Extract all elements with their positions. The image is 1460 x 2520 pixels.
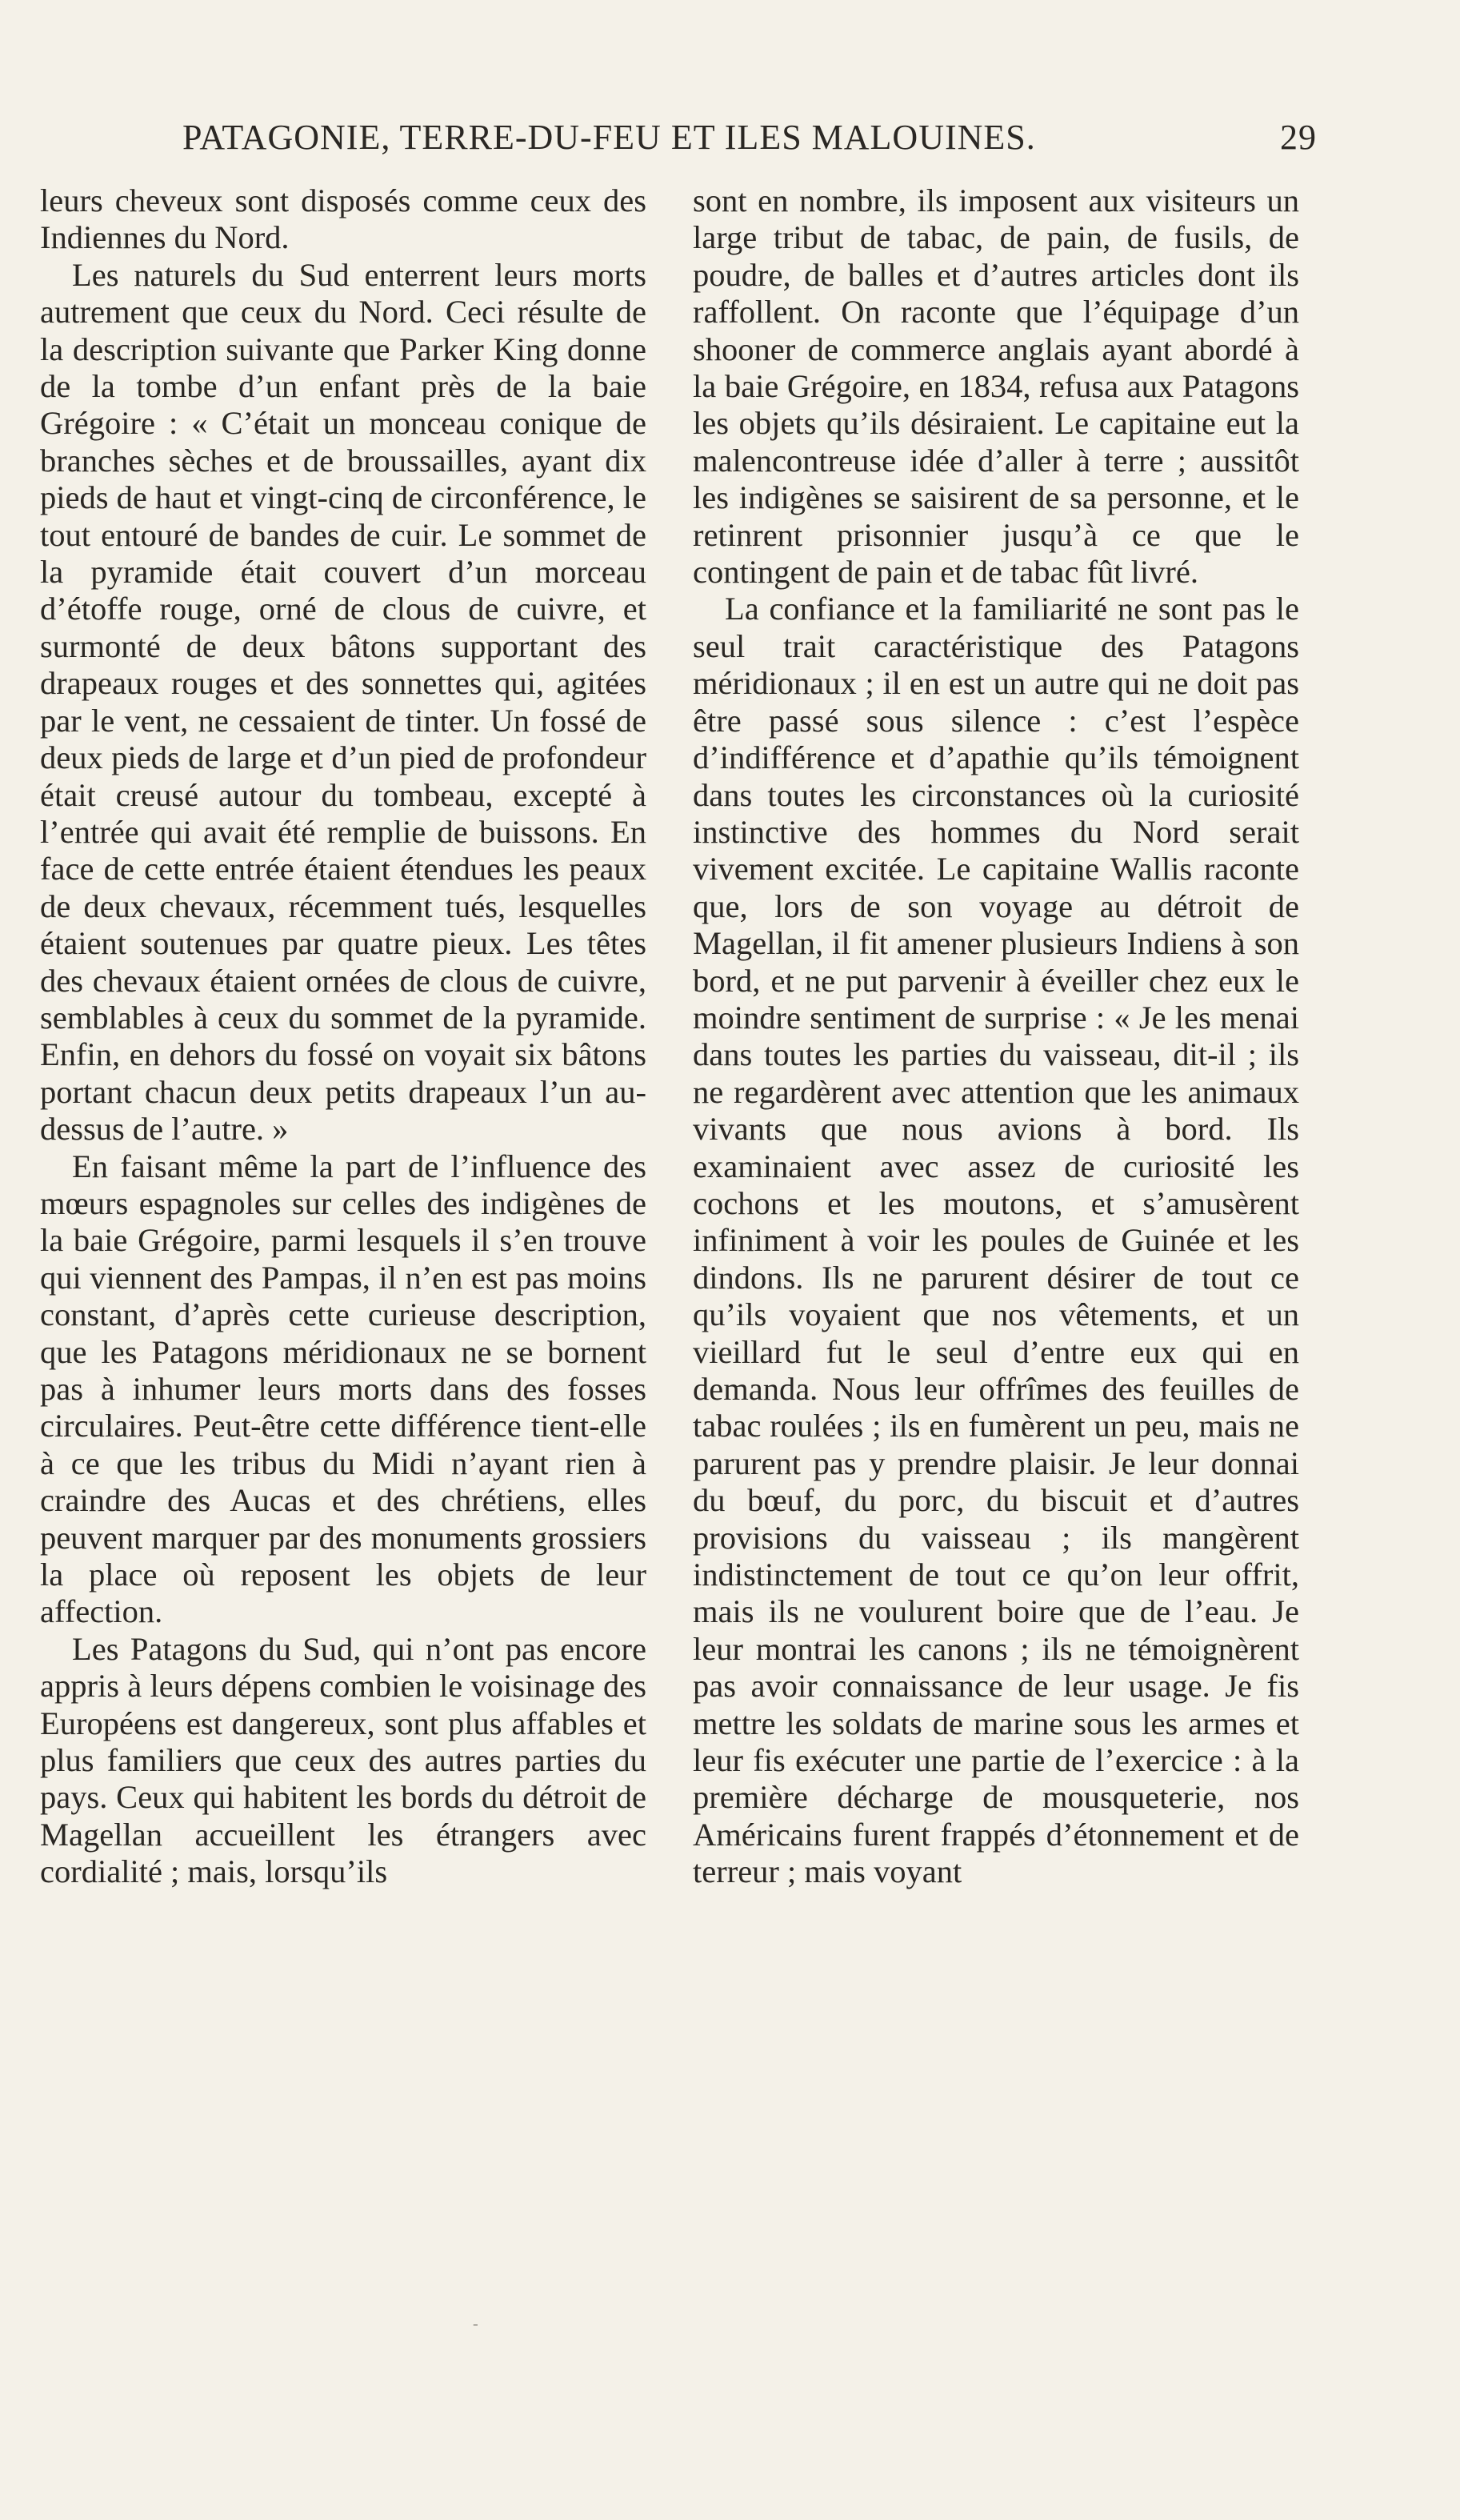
page-number: 29 — [1280, 118, 1317, 157]
paragraph: La confiance et la familiarité ne sont pas le seul trait caractéristique des Patagons méridionaux ; il en est un autre qui ne doit pas être passé sous silence : c’est l’espèce d’indifférence et d’apathie qu’ils témoignent dans toutes les circonstances où la curiosité instinctive des hommes du Nord serait vivement excitée. Le capitaine Wallis raconte que, lors de son voyage au détroit de Magellan, il fit amener plusieurs Indiens à son bord, et ne put parvenir à éveiller chez eux le moindre sentiment de surprise : « Je les menai dans toutes les parties du vaisseau, dit-il ; ils ne regardèrent avec attention que les animaux vivants que nous avions à bord. Ils examinaient avec assez de curiosité les cochons et les moutons, et s’amusèrent infiniment à voir les poules de Guinée et les dindons. Ils ne parurent désirer de tout ce qu’ils voyaient que nos vêtements, et un vieillard fut le seul d’entre eux qui en demanda. Nous leur offrîmes des feuilles de tabac roulées ; ils en fumèrent un peu, mais ne parurent pas y prendre plaisir. Je leur donnai du bœuf, du porc, du biscuit et d’autres provisions du vaisseau ; ils mangèrent indistinctement de tout ce qu’on leur offrit, mais ils ne voulurent boire que de l’eau. Je leur montrai les canons ; ils ne témoignèrent pas avoir connaissance de leur usage. Je fis mettre les soldats de marine sous les armes et leur fis exécuter une partie de l’exercice : à la première décharge de mousqueterie, nos Américains furent frappés d’étonnement et de terreur ; mais voyant — [693, 591, 1299, 1890]
paragraph: En faisant même la part de l’influence des mœurs espagnoles sur celles des indigènes de la baie Grégoire, parmi lesquels il s’en trouve qui viennent des Pampas, il n’en est pas moins constant, d’après cette curieuse description, que les Patagons méridionaux ne se bornent pas à inhumer leurs morts dans des fosses circulaires. Peut-être cette différence tient-elle à ce que les tribus du Midi n’ayant rien à craindre des Aucas et des chrétiens, elles peuvent marquer par des monuments grossiers la place où reposent les objets de leur affection. — [40, 1148, 646, 1630]
text-column-right — [693, 182, 1299, 1891]
running-title: PATAGONIE, TERRE-DU-FEU ET ILES MALOUINES. — [182, 118, 1036, 157]
paragraph: Les naturels du Sud enterrent leurs morts autrement que ceux du Nord. Ceci résulte de la description suivante que Parker King donne de la tombe d’un enfant près de la baie Grégoire : « C’était un monceau conique de branches sèches et de broussailles, ayant dix pieds de haut et vingt-cinq de circonférence, le tout entouré de bandes de cuir. Le sommet de la pyramide était couvert d’un morceau d’étoffe rouge, orné de clous de cuivre, et surmonté de deux bâtons supportant des drapeaux rouges et des sonnettes qui, agitées par le vent, ne cessaient de tinter. Un fossé de deux pieds de large et d’un pied de profondeur était creusé autour du tombeau, excepté à l’entrée qui avait été remplie de buissons. En face de cette entrée étaient étendues les peaux de deux chevaux, récemment tués, lesquelles étaient soutenues par quatre pieux. Les têtes des chevaux étaient ornées de clous de cuivre, semblables à ceux du sommet de la pyramide. Enfin, en dehors du fossé on voyait six bâtons portant chacun deux petits drapeaux l’un au-dessus de l’autre. » — [40, 256, 646, 1148]
paragraph: sont en nombre, ils imposent aux visiteurs un large tribut de tabac, de pain, de fusils, de poudre, de balles et d’autres articles dont ils raffollent. On raconte que l’équipage d’un shooner de commerce anglais ayant abordé à la baie Grégoire, en 1834, refusa aux Patagons les objets qu’ils désiraient. Le capitaine eut la malencontreuse idée d’aller à terre ; aussitôt les indigènes se saisirent de sa personne, et le retinrent prisonnier jusqu’à ce que le contingent de pain et de tabac fût livré. — [693, 182, 1299, 591]
footer-mark: - — [473, 2315, 478, 2333]
paragraph: Les Patagons du Sud, qui n’ont pas encore appris à leurs dépens combien le voisinage des Européens est dangereux, sont plus affables et plus familiers que ceux des autres parties du pays. Ceux qui habitent les bords du détroit de Magellan accueillent les étrangers avec cordialité ; mais, lorsqu’ils — [40, 1630, 646, 1890]
text-column-left — [40, 182, 646, 1891]
paragraph: leurs cheveux sont disposés comme ceux des Indiennes du Nord. — [40, 182, 646, 256]
running-header — [182, 114, 1317, 162]
